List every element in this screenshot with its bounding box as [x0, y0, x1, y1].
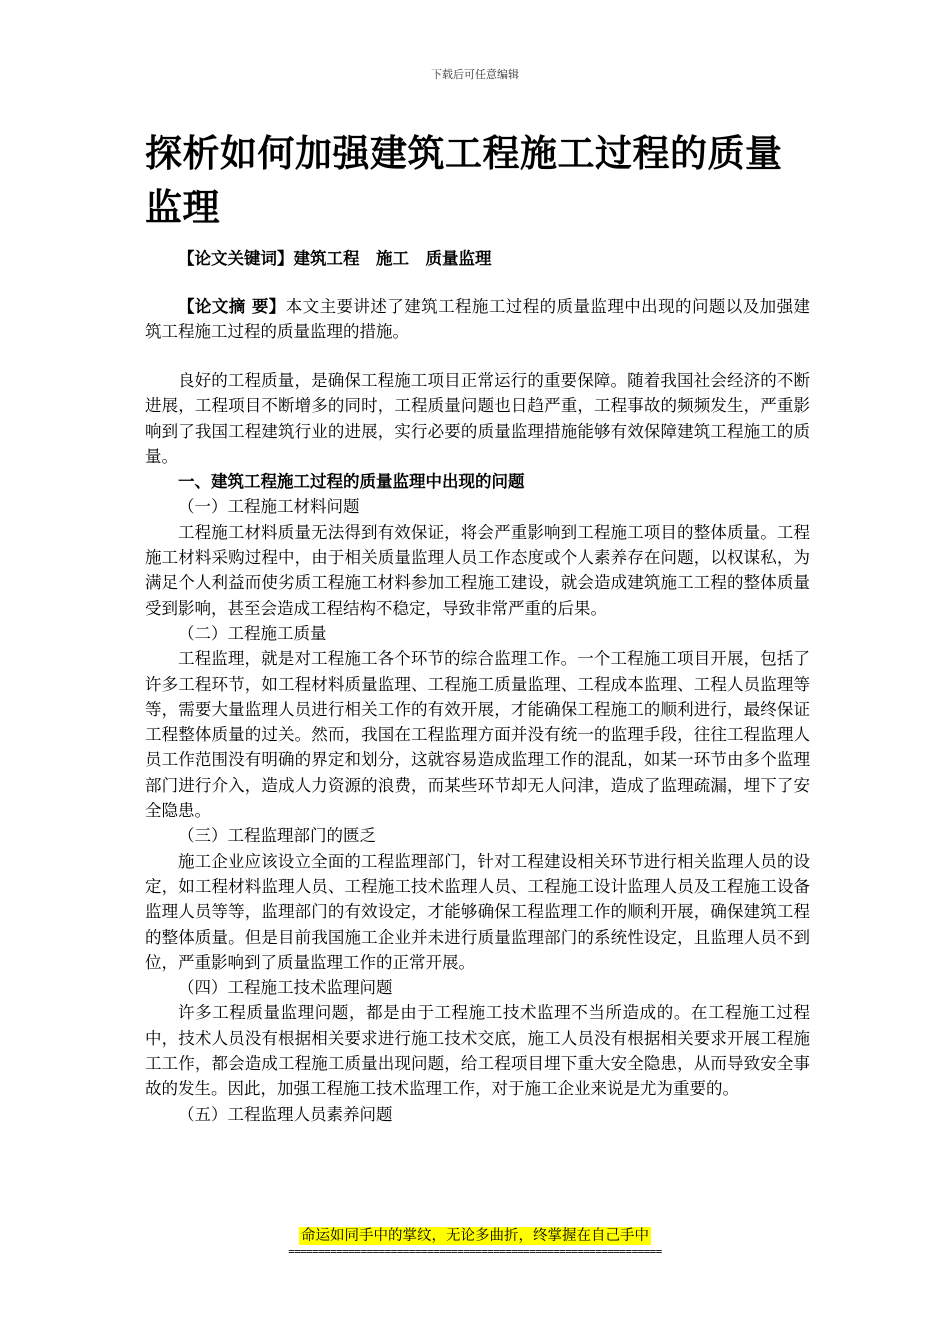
subsection-paragraph: 施工企业应该设立全面的工程监理部门，针对工程建设相关环节进行相关监理人员的设定，如工程材料监理人员、工程施工技术监理人员、工程施工设计监理人员及工程施工设备监理人员等等，监理部门的有效设定，才能够确保工程监理工作的顺利开展，确保建筑工程的整体质量。但是目前我国施工企业并未进行质量监理部门的系统性设定，且监理人员不到位，严重影响到了质量监理工作的正常开展。 — [145, 851, 810, 972]
subsection-heading: （二）工程施工质量 — [178, 623, 327, 643]
subsection-paragraph: 工程施工材料质量无法得到有效保证，将会严重影响到工程施工项目的整体质量。工程施工材料采购过程中，由于相关质量监理人员工作态度或个人素养存在问题，以权谋私，为满足个人利益而使劣质工程施工材料参加工程施工建设，就会造成建筑施工工程的整体质量受到影响，甚至会造成工程结构不稳定，导致非常严重的后果。 — [145, 522, 810, 618]
main-content — [145, 368, 810, 1127]
subsection-heading: （五）工程监理人员素养问题 — [178, 1104, 393, 1124]
subsection-heading: （一）工程施工材料问题 — [178, 497, 360, 517]
footer-divider: ============================================================== — [288, 1245, 662, 1258]
intro-paragraph: 良好的工程质量，是确保工程施工项目正常运行的重要保障。随着我国社会经济的不断进展，工程项目不断增多的同时，工程质量问题也日趋严重，工程事故的频频发生，严重影响到了我国工程建筑行业的进展，实行必要的质量监理措施能够有效保障建筑工程施工的质量。 — [145, 371, 810, 466]
subsection-paragraph: 工程监理，就是对工程施工各个环节的综合监理工作。一个工程施工项目开展，包括了许多工程环节，如工程材料质量监理、工程施工质量监理、工程成本监理、工程人员监理等等，需要大量监理人员进行相关工作的有效开展，才能确保工程施工的顺利进行，最终保证工程整体质量的过关。然而，我国在工程监理方面并没有统一的监理手段，往往工程监理人员工作范围没有明确的界定和划分，这就容易造成监理工作的混乱，如某一环节由多个监理部门进行介入，造成人力资源的浪费，而某些环节却无人问津，造成了监理疏漏，埋下了安全隐患。 — [145, 649, 810, 821]
abstract-text: 本文主要讲述了建筑工程施工过程的质量监理中出现的问题以及加强建筑工程施工过程的质量监理的措施。 — [145, 297, 811, 342]
keywords-text: 建筑工程 施工 质量监理 — [293, 249, 492, 268]
footer-motto-text: 命运如同手中的掌纹，无论多曲折，终掌握在自己手中 — [301, 1228, 649, 1244]
subsection-heading: （三）工程监理部门的匮乏 — [178, 826, 376, 846]
abstract-block — [145, 294, 810, 345]
abstract-label: 【论文摘 要】 — [178, 297, 286, 316]
header-note: 下载后可任意编辑 — [431, 68, 519, 81]
subsection-paragraph: 许多工程质量监理问题，都是由于工程施工技术监理不当所造成的。在工程施工过程中，技术人员没有根据相关要求进行施工技术交底，施工人员没有根据相关要求开展工程施工工作，都会造成工程施工质量出现问题，给工程项目埋下重大安全隐患，从而导致安全事故的发生。因此，加强工程施工技术监理工作，对于施工企业来说是尤为重要的。 — [145, 1003, 810, 1099]
section-heading: 一、建筑工程施工过程的质量监理中出现的问题 — [178, 472, 525, 492]
subsection-heading: （四）工程施工技术监理问题 — [178, 978, 393, 998]
keywords-line — [145, 246, 810, 271]
page-title: 探析如何加强建筑工程施工过程的质量监理 — [145, 131, 783, 229]
keywords-label: 【论文关键词】 — [178, 249, 294, 268]
footer-motto — [0, 1224, 950, 1245]
